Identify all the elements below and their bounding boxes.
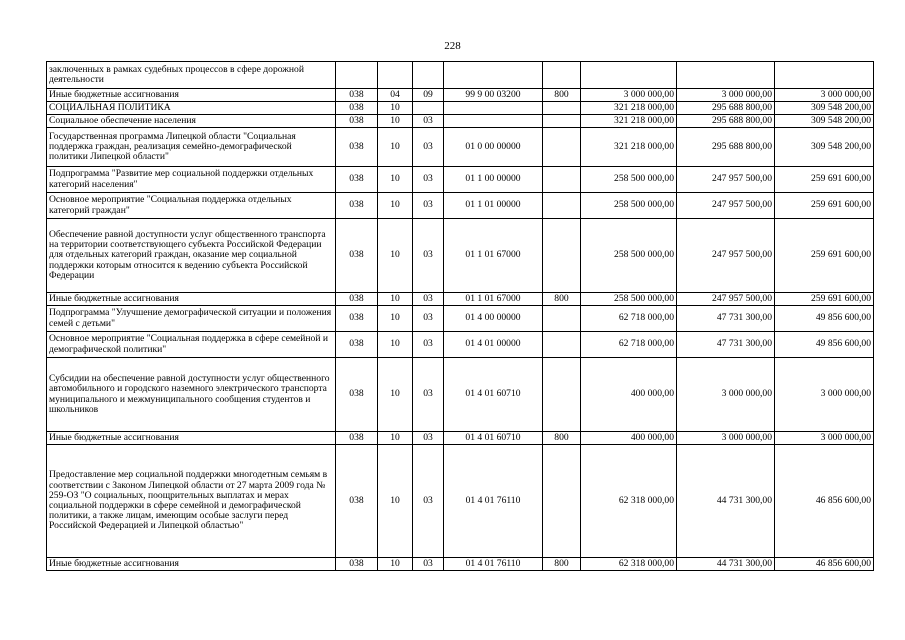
expense-type-code: 800 <box>543 293 581 306</box>
section-code: 10 <box>378 558 413 571</box>
subsection-code: 03 <box>413 306 444 332</box>
amount-year-1: 321 218 000,00 <box>581 102 677 115</box>
grbs-code: 038 <box>336 306 378 332</box>
grbs-code: 038 <box>336 219 378 293</box>
target-article-code: 01 1 01 00000 <box>444 193 543 219</box>
grbs-code: 038 <box>336 128 378 167</box>
amount-year-3: 3 000 000,00 <box>775 432 874 445</box>
row-name: Иные бюджетные ассигнования <box>47 89 336 102</box>
amount-year-2: 3 000 000,00 <box>677 89 775 102</box>
amount-year-1: 258 500 000,00 <box>581 219 677 293</box>
grbs-code <box>336 62 378 89</box>
page-number: 228 <box>444 40 461 52</box>
subsection-code <box>413 62 444 89</box>
grbs-code: 038 <box>336 167 378 193</box>
amount-year-2 <box>677 62 775 89</box>
subsection-code: 03 <box>413 445 444 558</box>
expense-type-code <box>543 115 581 128</box>
expense-type-code <box>543 167 581 193</box>
table-row <box>47 115 874 128</box>
table-row <box>47 167 874 193</box>
budget-table <box>46 61 874 571</box>
section-code: 10 <box>378 445 413 558</box>
amount-year-3: 309 548 200,00 <box>775 128 874 167</box>
target-article-code: 01 4 00 00000 <box>444 306 543 332</box>
amount-year-1: 62 718 000,00 <box>581 306 677 332</box>
grbs-code: 038 <box>336 89 378 102</box>
row-name: Предоставление мер социальной поддержки многодетным семьям в соответствии с Законом Липецкой области от 27 марта 2009 года № 259-ОЗ "О социальных, поощрительных выплатах и мерах социальной поддержки в сфере семейной и демографической политики, а также лицам, имеющим особые заслуги перед Российской Федерацией и Липецкой областью" <box>47 445 336 558</box>
amount-year-3: 309 548 200,00 <box>775 102 874 115</box>
amount-year-3: 46 856 600,00 <box>775 445 874 558</box>
amount-year-2: 247 957 500,00 <box>677 193 775 219</box>
table-row <box>47 445 874 558</box>
amount-year-2: 3 000 000,00 <box>677 432 775 445</box>
row-name: СОЦИАЛЬНАЯ ПОЛИТИКА <box>47 102 336 115</box>
amount-year-3 <box>775 62 874 89</box>
amount-year-3: 3 000 000,00 <box>775 358 874 432</box>
amount-year-3: 259 691 600,00 <box>775 293 874 306</box>
subsection-code: 03 <box>413 219 444 293</box>
target-article-code <box>444 115 543 128</box>
expense-type-code <box>543 128 581 167</box>
target-article-code <box>444 102 543 115</box>
target-article-code: 01 4 01 60710 <box>444 432 543 445</box>
grbs-code: 038 <box>336 358 378 432</box>
section-code: 10 <box>378 128 413 167</box>
amount-year-2: 295 688 800,00 <box>677 128 775 167</box>
amount-year-3: 3 000 000,00 <box>775 89 874 102</box>
table-row <box>47 89 874 102</box>
amount-year-1: 62 318 000,00 <box>581 558 677 571</box>
section-code: 04 <box>378 89 413 102</box>
section-code: 10 <box>378 115 413 128</box>
expense-type-code <box>543 219 581 293</box>
table-row <box>47 193 874 219</box>
amount-year-3: 259 691 600,00 <box>775 193 874 219</box>
target-article-code: 01 0 00 00000 <box>444 128 543 167</box>
amount-year-1: 321 218 000,00 <box>581 115 677 128</box>
target-article-code: 01 1 01 67000 <box>444 219 543 293</box>
subsection-code: 03 <box>413 115 444 128</box>
expense-type-code <box>543 193 581 219</box>
row-name: Субсидии на обеспечение равной доступности услуг общественного автомобильного и городского наземного электрического транспорта муниципального и межмуниципального сообщения студентов и школьников <box>47 358 336 432</box>
section-code: 10 <box>378 293 413 306</box>
row-name: Подпрограмма "Улучшение демографической ситуации и положения семей с детьми" <box>47 306 336 332</box>
subsection-code: 03 <box>413 332 444 358</box>
row-name: Основное мероприятие "Социальная поддержка в сфере семейной и демографической политики" <box>47 332 336 358</box>
target-article-code: 01 4 01 76110 <box>444 445 543 558</box>
grbs-code: 038 <box>336 558 378 571</box>
expense-type-code: 800 <box>543 89 581 102</box>
target-article-code: 01 4 01 00000 <box>444 332 543 358</box>
row-name: заключенных в рамках судебных процессов в сфере дорожной деятельности <box>47 62 336 89</box>
section-code: 10 <box>378 102 413 115</box>
amount-year-2: 247 957 500,00 <box>677 167 775 193</box>
section-code: 10 <box>378 193 413 219</box>
expense-type-code <box>543 332 581 358</box>
target-article-code: 01 4 01 76110 <box>444 558 543 571</box>
amount-year-1: 258 500 000,00 <box>581 167 677 193</box>
amount-year-2: 3 000 000,00 <box>677 358 775 432</box>
amount-year-3: 309 548 200,00 <box>775 115 874 128</box>
amount-year-1 <box>581 62 677 89</box>
amount-year-2: 295 688 800,00 <box>677 102 775 115</box>
table-row <box>47 219 874 293</box>
target-article-code <box>444 62 543 89</box>
subsection-code: 03 <box>413 128 444 167</box>
amount-year-1: 3 000 000,00 <box>581 89 677 102</box>
subsection-code: 03 <box>413 558 444 571</box>
amount-year-3: 259 691 600,00 <box>775 219 874 293</box>
amount-year-2: 47 731 300,00 <box>677 332 775 358</box>
section-code: 10 <box>378 332 413 358</box>
subsection-code: 09 <box>413 89 444 102</box>
row-name: Государственная программа Липецкой области "Социальная поддержка граждан, реализация семейно-демографической политики Липецкой области" <box>47 128 336 167</box>
amount-year-3: 46 856 600,00 <box>775 558 874 571</box>
row-name: Иные бюджетные ассигнования <box>47 558 336 571</box>
expense-type-code <box>543 102 581 115</box>
expense-type-code <box>543 62 581 89</box>
table-row <box>47 432 874 445</box>
amount-year-3: 49 856 600,00 <box>775 306 874 332</box>
section-code <box>378 62 413 89</box>
subsection-code <box>413 102 444 115</box>
grbs-code: 038 <box>336 332 378 358</box>
amount-year-2: 47 731 300,00 <box>677 306 775 332</box>
section-code: 10 <box>378 358 413 432</box>
expense-type-code: 800 <box>543 432 581 445</box>
table-row <box>47 293 874 306</box>
target-article-code: 01 4 01 60710 <box>444 358 543 432</box>
target-article-code: 01 1 01 67000 <box>444 293 543 306</box>
subsection-code: 03 <box>413 358 444 432</box>
expense-type-code <box>543 445 581 558</box>
subsection-code: 03 <box>413 432 444 445</box>
amount-year-2: 247 957 500,00 <box>677 219 775 293</box>
expense-type-code: 800 <box>543 558 581 571</box>
table-row <box>47 558 874 571</box>
section-code: 10 <box>378 167 413 193</box>
table-row <box>47 358 874 432</box>
table-row <box>47 62 874 89</box>
section-code: 10 <box>378 219 413 293</box>
amount-year-1: 62 718 000,00 <box>581 332 677 358</box>
grbs-code: 038 <box>336 293 378 306</box>
amount-year-1: 62 318 000,00 <box>581 445 677 558</box>
amount-year-1: 400 000,00 <box>581 358 677 432</box>
expense-type-code <box>543 306 581 332</box>
section-code: 10 <box>378 306 413 332</box>
grbs-code: 038 <box>336 193 378 219</box>
target-article-code: 01 1 00 00000 <box>444 167 543 193</box>
amount-year-1: 258 500 000,00 <box>581 193 677 219</box>
grbs-code: 038 <box>336 102 378 115</box>
row-name: Основное мероприятие "Социальная поддержка отдельных категорий граждан" <box>47 193 336 219</box>
amount-year-2: 44 731 300,00 <box>677 445 775 558</box>
subsection-code: 03 <box>413 293 444 306</box>
row-name: Иные бюджетные ассигнования <box>47 432 336 445</box>
grbs-code: 038 <box>336 115 378 128</box>
table-row <box>47 332 874 358</box>
expense-type-code <box>543 358 581 432</box>
amount-year-3: 49 856 600,00 <box>775 332 874 358</box>
grbs-code: 038 <box>336 445 378 558</box>
table-row <box>47 102 874 115</box>
row-name: Обеспечение равной доступности услуг общественного транспорта на территории соответствующего субъекта Российской Федерации для отдельных категорий граждан, оказание мер социальной поддержки которым относится к ведению субъекта Российской Федерации <box>47 219 336 293</box>
subsection-code: 03 <box>413 167 444 193</box>
table-row <box>47 306 874 332</box>
row-name: Иные бюджетные ассигнования <box>47 293 336 306</box>
row-name: Подпрограмма "Развитие мер социальной поддержки отдельных категорий населения" <box>47 167 336 193</box>
amount-year-2: 295 688 800,00 <box>677 115 775 128</box>
amount-year-2: 44 731 300,00 <box>677 558 775 571</box>
amount-year-1: 321 218 000,00 <box>581 128 677 167</box>
section-code: 10 <box>378 432 413 445</box>
amount-year-3: 259 691 600,00 <box>775 167 874 193</box>
row-name: Социальное обеспечение населения <box>47 115 336 128</box>
subsection-code: 03 <box>413 193 444 219</box>
amount-year-1: 400 000,00 <box>581 432 677 445</box>
amount-year-1: 258 500 000,00 <box>581 293 677 306</box>
table-row <box>47 128 874 167</box>
grbs-code: 038 <box>336 432 378 445</box>
amount-year-2: 247 957 500,00 <box>677 293 775 306</box>
target-article-code: 99 9 00 03200 <box>444 89 543 102</box>
